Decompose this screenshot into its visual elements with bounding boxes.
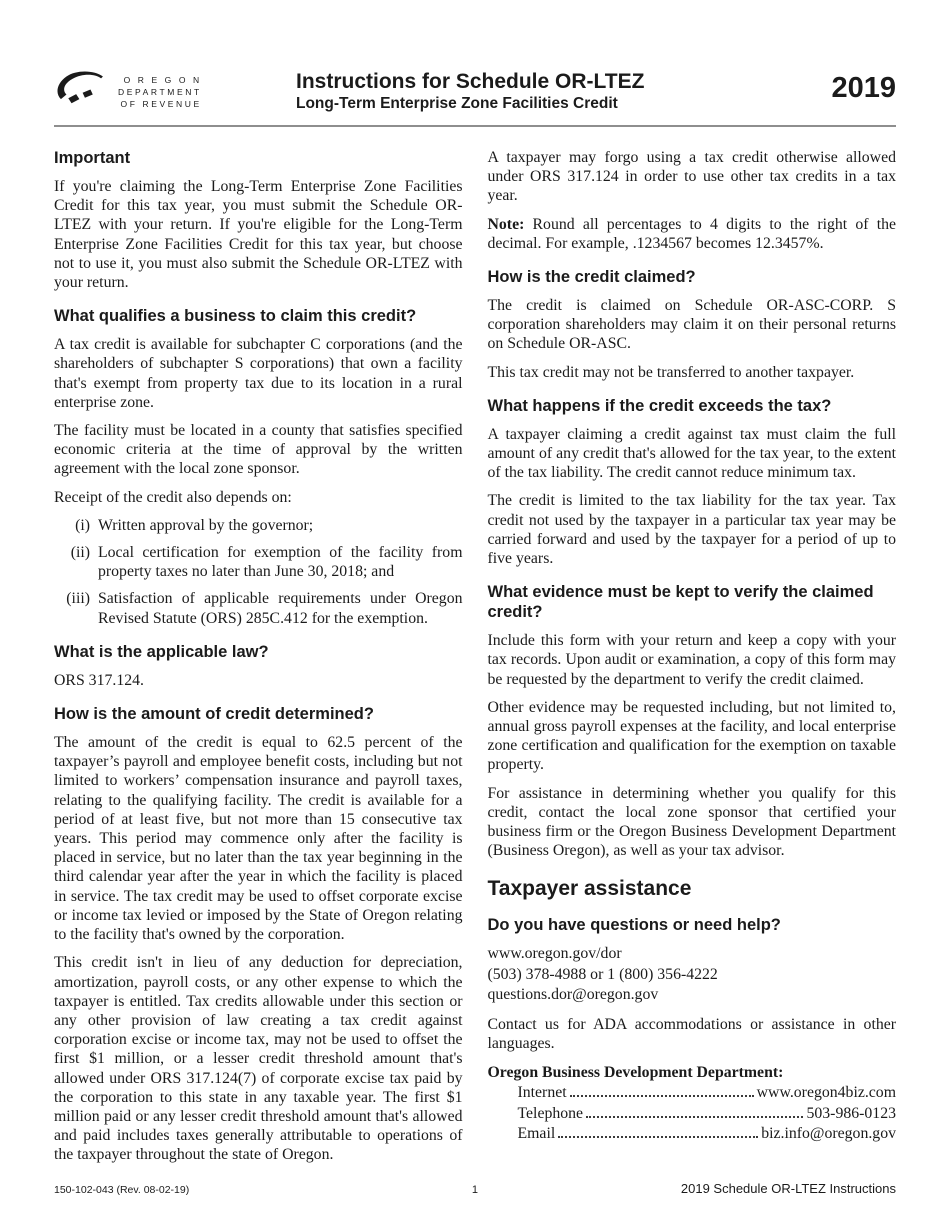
agency-name-line: O R E G O N [123, 74, 202, 85]
obdd-heading: Oregon Business Development Department: [487, 1064, 784, 1082]
leader-value: 503-986-0123 [806, 1104, 896, 1122]
ada-paragraph: Contact us for ADA accommodations or assistance in other languages. [487, 1015, 896, 1053]
agency-name-line: DEPARTMENT [118, 86, 202, 97]
list-item [54, 516, 463, 535]
left-column [54, 134, 463, 1174]
leader-row-email [518, 1124, 897, 1145]
exceeds-paragraph-1: A taxpayer claiming a credit against tax must claim the full amount of any credit that's allowed for the tax year, to the extent of the tax liability. The credit cannot reduce minimum tax. [487, 425, 896, 482]
exceeds-paragraph-2: The credit is limited to the tax liability for the tax year. Tax credit not used by the taxpayer in a particular tax year may be carried forward and used by the taxpayer for a period of up to five years. [487, 492, 896, 568]
amount-heading: How is the amount of credit determined? [54, 705, 374, 724]
evidence-paragraph-3: For assistance in determining whether you qualify for this credit, contact the local zone sponsor that certified your business firm or the Oregon Business Development Department (Business Oregon), as well as your tax advisor. [487, 784, 896, 860]
important-heading: Important [54, 149, 131, 167]
website-url: www.oregon.gov/dor [487, 945, 622, 963]
claimed-paragraph-1: The credit is claimed on Schedule OR-ASC-CORP. S corporation shareholders may claim it on their personal returns on Schedule OR-ASC. [487, 297, 896, 353]
leader-label: Telephone [517, 1104, 584, 1122]
list-item-text: Local certification for exemption of the facility from property taxes no later than June 30, 2018; and [98, 544, 463, 581]
qualifies-paragraph-3: Receipt of the credit also depends on: [54, 488, 292, 506]
list-item [54, 589, 463, 627]
document-subtitle: Long-Term Enterprise Zone Facilities Credit [296, 95, 618, 112]
list-item-text: Written approval by the governor; [98, 516, 314, 534]
header-rule [54, 125, 896, 127]
taxpayer-assistance-heading: Taxpayer assistance [487, 877, 692, 901]
note-text: Round all percentages to 4 digits to the right of the decimal. For example, .1234567 becomes 12.3457%. [487, 215, 896, 252]
evidence-paragraph-2: Other evidence may be requested including, but not limited to, annual gross payroll expenses at the facility, and local enterprise zone certification and qualification for the exemption on taxable property. [487, 698, 896, 774]
qualifies-heading: What qualifies a business to claim this credit? [54, 307, 417, 326]
forgo-paragraph: A taxpayer may forgo using a tax credit otherwise allowed under ORS 317.124 in order to use other tax credits in a tax year. [487, 149, 896, 205]
dot-leader [570, 1095, 754, 1097]
page-footer [54, 1181, 896, 1196]
email-address: questions.dor@oregon.gov [487, 986, 659, 1004]
note-paragraph [488, 215, 897, 253]
right-column [488, 134, 897, 1174]
title-block [296, 70, 831, 113]
document-title: Instructions for Schedule OR-LTEZ [296, 70, 645, 93]
obdd-contact-list [488, 1083, 897, 1145]
phone-numbers: (503) 378-4988 or 1 (800) 356-4222 [487, 965, 718, 983]
list-marker: (i) [75, 516, 90, 534]
evidence-paragraph-1: Include this form with your return and keep a copy with your tax records. Upon audit or examination, a copy of this form may be requested by the department to verify the credit claimed. [487, 632, 896, 688]
qualifies-paragraph-2: The facility must be located in a county that satisfies specified economic criteria at the time of approval by the written agreement with the local zone sponsor. [54, 422, 463, 478]
footer-title: 2019 Schedule OR-LTEZ Instructions [680, 1181, 896, 1196]
oregon-dor-swoosh-icon [54, 70, 114, 113]
leader-label: Internet [517, 1084, 567, 1102]
contact-block [488, 944, 897, 1006]
agency-name [118, 74, 202, 110]
law-paragraph: ORS 317.124. [54, 671, 144, 689]
conditions-list [54, 516, 463, 628]
list-item-text: Satisfaction of applicable requirements under Oregon Revised Statute (ORS) 285C.412 for the exemption. [98, 590, 463, 627]
list-item [54, 543, 463, 581]
leader-label: Email [517, 1125, 556, 1143]
list-marker: (ii) [70, 544, 90, 562]
document-header [54, 70, 896, 113]
qualifies-paragraph-1: A tax credit is available for subchapter C corporations (and the shareholders of subchapter S corporations) that own a facility that's exempt from property tax due to its location in a rural enterprise zone. [54, 336, 463, 411]
dot-leader [586, 1116, 803, 1118]
leader-row-telephone [518, 1104, 897, 1125]
document-body [54, 134, 896, 1174]
leader-row-internet [518, 1083, 897, 1104]
exceeds-heading: What happens if the credit exceeds the tax? [487, 396, 832, 415]
page-number: 1 [471, 1184, 479, 1196]
important-paragraph: If you're claiming the Long-Term Enterprise Zone Facilities Credit for this tax year, you must submit the Schedule OR-LTEZ with your return. If you're eligible for the Long-Term Enterprise Zone Facilities Credit for this tax year, but choose not to use it, you must also submit the Schedule OR-LTEZ with your return. [54, 178, 463, 292]
form-number: 150-102-043 (Rev. 08-02-19) [54, 1184, 190, 1196]
amount-paragraph-2: This credit isn't in lieu of any deduction for depreciation, amortization, payroll costs, or any other expense to which the taxpayer is entitled. Tax credits allowable under this section or any other provision of law creating a tax credit against corporation excise or income tax, may not be used to offset the first $1 million, or a lesser credit threshold amount that's allowed under ORS 317.124(7) of corporate excise tax paid by the corporation to this state in any taxable year. The first $1 million paid or any lesser credit threshold amount that's allowed and paid includes taxes generally attributable to operations of the taxpayer throughout the state of Oregon. [54, 954, 463, 1164]
claimed-paragraph-2: This tax credit may not be transferred to another taxpayer. [487, 363, 855, 381]
law-heading: What is the applicable law? [54, 642, 269, 661]
oregon-dor-logo [54, 70, 219, 113]
questions-heading: Do you have questions or need help? [487, 916, 781, 935]
agency-name-line: OF REVENUE [120, 98, 202, 109]
evidence-heading: What evidence must be kept to verify the claimed credit? [487, 583, 874, 622]
claimed-heading: How is the credit claimed? [487, 268, 696, 287]
note-label: Note: [487, 215, 525, 233]
list-marker: (iii) [66, 590, 90, 608]
tax-year: 2019 [831, 72, 896, 104]
leader-value: www.oregon4biz.com [756, 1084, 896, 1102]
amount-paragraph-1: The amount of the credit is equal to 62.5 percent of the taxpayer’s payroll and employee benefit costs, including but not limited to workers’ compensation insurance and payroll taxes, relating to the qualifying facility. The credit is available for a period of at least five, but not more than 15 consecutive tax years. This period may commence only after the facility is placed in service, but no later than the tax year beginning in the third calendar year after the year in which the facility is placed in service. The tax credit may be used to offset corporate excise or income tax levied or imposed by the State of Oregon relating to the facility that's owned by the corporation. [54, 734, 463, 944]
dot-leader [558, 1136, 758, 1138]
leader-value: biz.info@oregon.gov [761, 1125, 896, 1143]
